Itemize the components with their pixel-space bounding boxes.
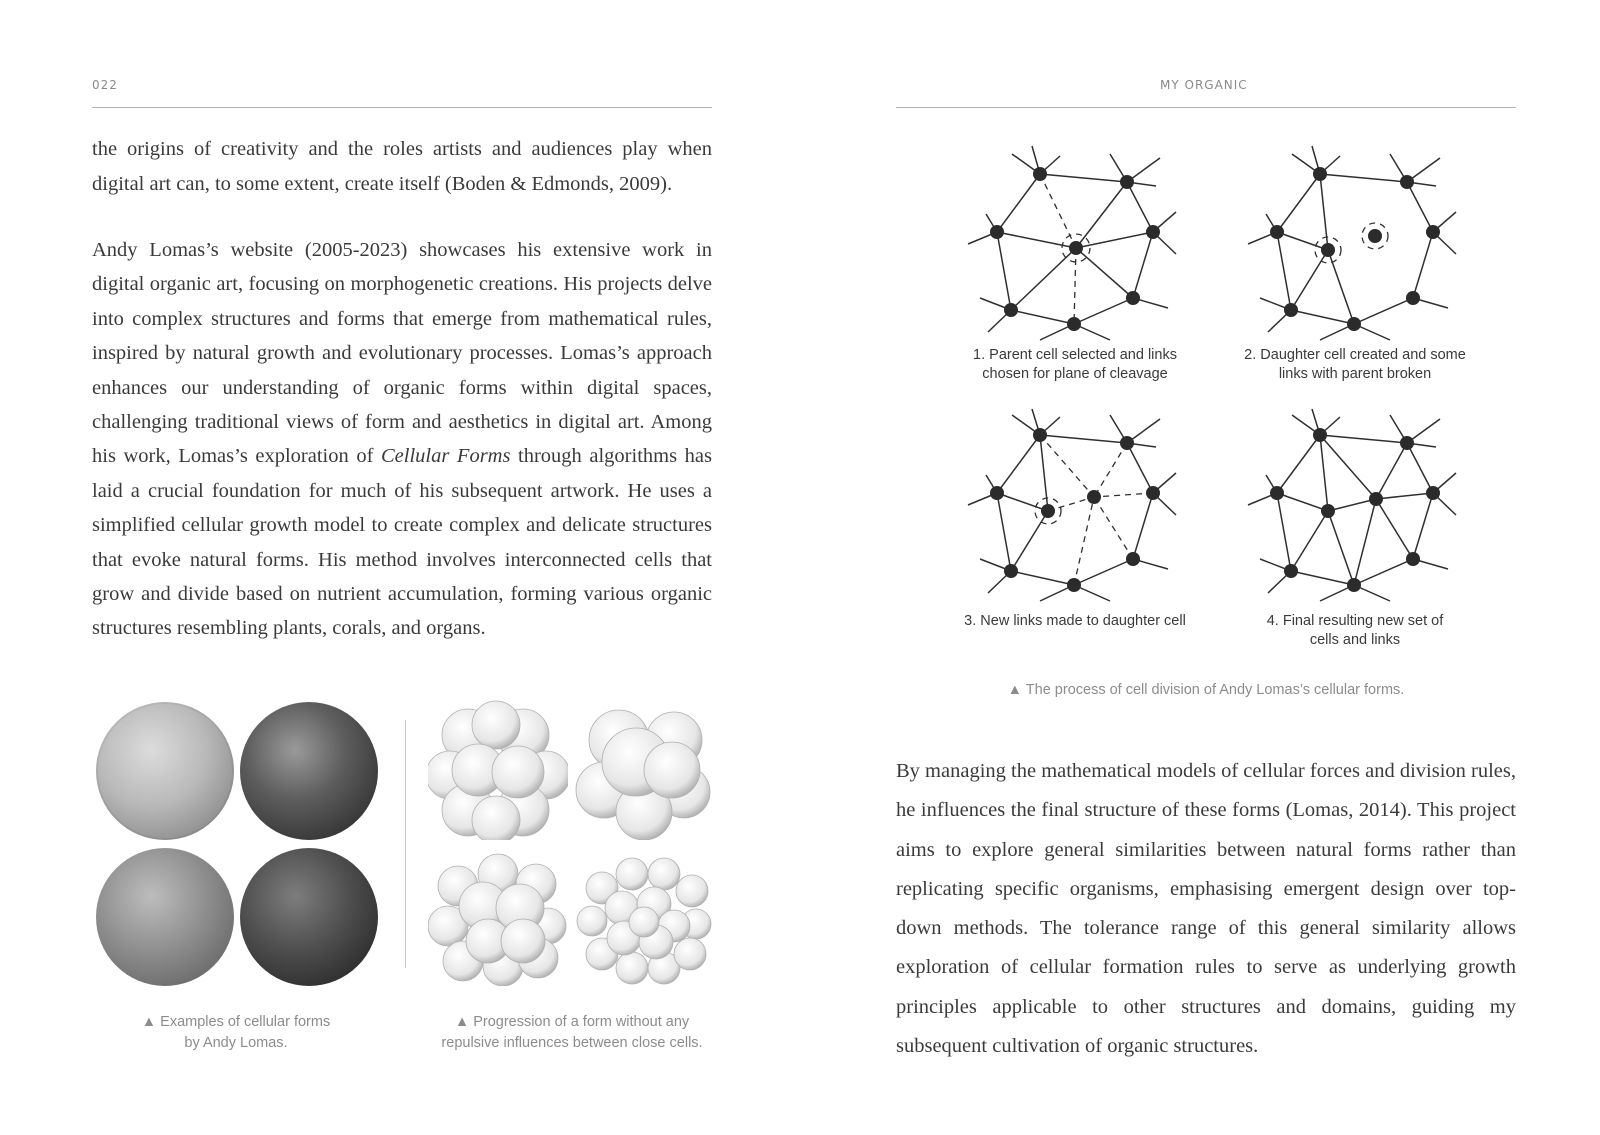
diagram-step-2-caption bbox=[1215, 346, 1495, 384]
caption-line: repulsive influences between close cells. bbox=[441, 1035, 703, 1051]
caption-line: cells and links bbox=[1309, 632, 1401, 648]
cellular-form-image-3 bbox=[96, 848, 234, 986]
cellular-form-image-4 bbox=[240, 848, 378, 986]
caption-line: chosen for plane of cleavage bbox=[982, 366, 1168, 382]
left-paragraph-1 bbox=[92, 132, 712, 201]
caption-line: links with parent broken bbox=[1278, 366, 1432, 382]
caption-line: 3. New links made to daughter cell bbox=[964, 613, 1186, 629]
left-paragraph-2 bbox=[92, 233, 712, 646]
cellular-form-image-2 bbox=[240, 702, 378, 840]
paragraph-text-part: through algorithms has laid a crucial foundation for much of his subsequent artwork. He uses a simplified cellular growth model to create complex and delicate structures that evoke natural forms. His method involves interconnected cells that grow and divide based on nutrient accumulation, forming various organic structures resembling plants, corals, and organs. bbox=[92, 445, 712, 640]
running-head: MY ORGANIC bbox=[1160, 78, 1248, 92]
image-divider bbox=[405, 720, 406, 968]
paragraph-text: the origins of creativity and the roles artists and audiences play when digital art can, to some extent, create itself (Boden & Edmonds, 2009). bbox=[92, 138, 712, 195]
diagram-panel-3 bbox=[960, 405, 1190, 610]
right-header-rule bbox=[896, 107, 1516, 108]
progression-image-3 bbox=[428, 846, 568, 986]
progression-image-2 bbox=[574, 700, 714, 840]
diagram-step-3-caption bbox=[935, 612, 1215, 631]
caption-progression bbox=[422, 1012, 722, 1054]
diagram-step-4-caption bbox=[1215, 612, 1495, 650]
caption-line: 1. Parent cell selected and links bbox=[973, 347, 1177, 363]
diagram-panel-1 bbox=[960, 140, 1190, 345]
caption-line: 2. Daughter cell created and some bbox=[1244, 347, 1466, 363]
paragraph-text-part: Andy Lomas’s website (2005-2023) showcases his extensive work in digital organic art, focusing on morphogenetic creations. His projects delve into complex structures and forms that emerge from mathematical rules, inspired by natural growth and evolutionary processes. Lomas’s approach enhances our understanding of organic forms within digital spaces, challenging traditional views of form and aesthetics in digital art. Among his work, Lomas’s exploration of bbox=[92, 239, 712, 468]
diagram-caption: ▲ The process of cell division of Andy Lomas’s cellular forms. bbox=[1007, 682, 1405, 698]
diagram-step-1-caption bbox=[935, 346, 1215, 384]
progression-image-4 bbox=[574, 846, 714, 986]
left-header-rule bbox=[92, 107, 712, 108]
caption-line: ▲ Examples of cellular forms bbox=[141, 1014, 331, 1030]
progression-image-1 bbox=[428, 700, 568, 840]
caption-line: 4. Final resulting new set of bbox=[1266, 613, 1444, 629]
paragraph-text bbox=[92, 233, 712, 646]
paragraph-text: By managing the mathematical models of cellular forces and division rules, he influences the final structure of these forms (Lomas, 2014). This project aims to explore general similarities between natural forms rather than replicating specific organisms, emphasising emergent design over top-down methods. The tolerance range of this general similarity allows exploration of cellular formation rules to serve as underlying growth principles applicable to other structures and domains, guiding my subsequent cultivation of organic structures. bbox=[896, 760, 1516, 1058]
caption-line: by Andy Lomas. bbox=[184, 1035, 288, 1051]
diagram-panel-4 bbox=[1240, 405, 1470, 610]
right-paragraph bbox=[896, 752, 1516, 1066]
caption-line: ▲ Progression of a form without any bbox=[454, 1014, 690, 1030]
cellular-form-image-1 bbox=[96, 702, 234, 840]
artwork-title: Cellular Forms bbox=[381, 445, 511, 468]
page-number: 022 bbox=[92, 78, 118, 92]
caption-cellular-forms bbox=[116, 1012, 356, 1054]
diagram-panel-2 bbox=[1240, 140, 1470, 345]
